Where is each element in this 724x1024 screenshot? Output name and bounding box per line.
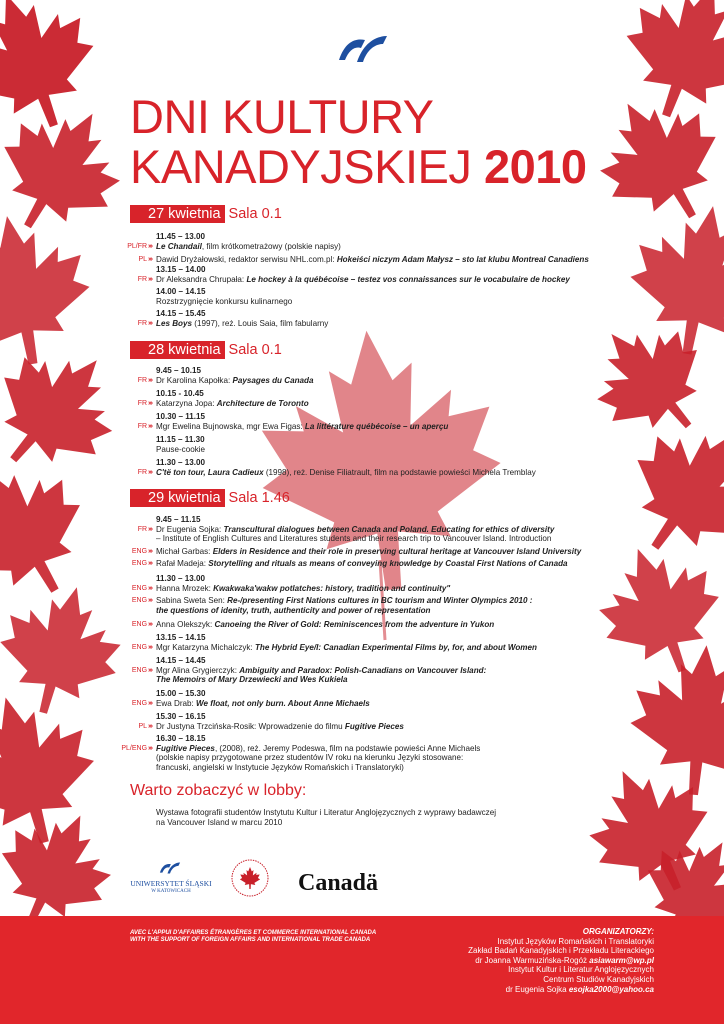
event-line (131, 665, 626, 676)
event-title: Kwakwaka'wakw potlatches: history, tradition and continuity" (213, 583, 451, 593)
event-language: FR ››› (138, 399, 152, 409)
event-time: 11.30 – 13.00 (156, 458, 206, 467)
day-date: 27 kwietnia (130, 205, 225, 223)
page-title (130, 92, 587, 192)
organizer-contact (468, 985, 654, 995)
uni-name-line1: UNIWERSYTET ŚLĄSKI (130, 879, 212, 888)
event-item (137, 412, 626, 431)
footer-support-en: WITH THE SUPPORT OF FOREIGN AFFAIRS AND INTERNATIONAL TRADE CANADA (130, 937, 371, 943)
contact-email[interactable]: esojka2000@yahoo.ca (568, 984, 654, 994)
event-language: PL ››› (138, 255, 152, 265)
event-speaker: Mgr Ewelina Bujnowska, mgr Ewa Figas: (156, 421, 305, 431)
event-item (127, 232, 626, 251)
event-time: 11.30 – 13.00 (156, 574, 206, 583)
event-time: 9.45 – 11.15 (156, 515, 201, 524)
event-item (131, 596, 626, 615)
title-line-2-text: KANADYJSKIEJ (130, 140, 472, 193)
event-item (121, 734, 626, 772)
lobby-line-2: na Vancouver Island w marcu 2010 (156, 818, 283, 827)
event-extra: – Institute of English Cultures and Literatures students and their research trip to Vancouver Island. Introduction (156, 534, 552, 544)
title-line-1: DNI KULTURY (130, 90, 434, 143)
day-room: Sala 0.1 (228, 342, 282, 358)
contact-name: dr Joanna Warmuzińska-Rogóż (475, 955, 590, 965)
event-language: FR ››› (138, 468, 152, 478)
event-time: 11.45 – 13.00 (156, 232, 206, 241)
event-item (138, 712, 626, 731)
organizer-line: Centrum Studiów Kanadyjskich (543, 974, 654, 984)
event-language: FR ››› (138, 376, 152, 386)
event-speaker: Katarzyna Jopa: (156, 398, 217, 408)
footer-support-text (130, 930, 376, 944)
event-time: 15.30 – 16.15 (156, 712, 206, 721)
canadian-studies-seal-icon (230, 858, 270, 898)
event-title: Hokeiści niczym Adam Małysz – sto lat klubu Montreal Canadiens (336, 255, 589, 264)
event-time: 14.00 – 14.15 (156, 287, 206, 296)
event-speaker: Rafał Madeja: (156, 559, 209, 568)
event-item (131, 689, 626, 708)
event-title: Transcultural dialogues between Canada and Poland. Educating for ethics of diversity (223, 524, 555, 534)
title-year: 2010 (483, 140, 587, 193)
event-language: ENG ››› (132, 699, 152, 709)
event-item (137, 309, 626, 328)
organizer-contact (468, 956, 654, 966)
lobby-heading: Warto zobaczyć w lobby: (130, 782, 307, 799)
event-line (137, 318, 626, 329)
event-item (137, 265, 626, 284)
event-line (156, 297, 626, 307)
event-item (138, 255, 626, 265)
event-speaker: Dawid Dryżałowski, redaktor serwisu NHL.com.pl: (156, 255, 337, 264)
event-language: FR ››› (138, 275, 152, 285)
event-speaker: Mgr Katarzyna Michalczyk: (156, 642, 255, 652)
event-title: Storytelling and rituals as means of conveying knowledge by Coastal First Nations of Canada (208, 559, 568, 568)
event-line (137, 421, 626, 432)
event-title: La littérature québécoise – un aperçu (304, 421, 449, 431)
event-title: Paysages du Canada (232, 375, 314, 385)
event-time: 9.45 – 10.15 (156, 366, 202, 375)
event-title: Les Boys (156, 318, 192, 328)
event-language: ENG ››› (132, 643, 152, 653)
event-language: FR ››› (138, 525, 152, 535)
event-title: Le hockey à la québécoise – testez vos connaissances sur le vocabulaire de hockey (246, 274, 570, 284)
event-time: 13.15 – 14.15 (156, 633, 206, 642)
event-item (131, 559, 626, 569)
event-language: ENG ››› (132, 584, 152, 594)
event-item (131, 633, 626, 652)
event-speaker: Dr Justyna Trzcińska-Rosik: Wprowadzenie do filmu (156, 721, 345, 731)
event-item (131, 547, 626, 557)
event-speaker: Michał Garbas: (156, 547, 213, 556)
day-header-1 (130, 205, 282, 223)
event-speaker: Ewa Drab: (156, 698, 197, 708)
event-line (121, 743, 626, 754)
event-speaker: Mgr Alina Grygierczyk: (156, 665, 240, 675)
event-speaker: Dr Aleksandra Chrupała: (156, 274, 247, 284)
footer (0, 916, 724, 1024)
day-date: 28 kwietnia (130, 341, 225, 359)
event-line (137, 467, 626, 478)
event-title: Canoeing the River of Gold: Reminiscences from the adventure in Yukon (214, 620, 495, 629)
event-time: 15.00 – 15.30 (156, 689, 206, 698)
day-date: 29 kwietnia (130, 489, 225, 507)
uni-name-line2: W KATOWICACH (151, 889, 191, 894)
event-title: Fugitive Pieces (344, 721, 404, 731)
event-title: C'të ton tour, Laura Cadieux (156, 467, 264, 477)
footer-organizers (468, 927, 654, 994)
event-detail: (1997), reż. Louis Saia, film fabularny (192, 318, 329, 328)
event-language: FR ››› (138, 319, 152, 329)
contact-email[interactable]: asiawarm@wp.pl (589, 955, 654, 965)
event-title: Elders in Residence and their role in preserving cultural heritage at Vancouver Island University (212, 547, 582, 556)
organizer-line: Zakład Badań Kanadyjskich i Przekładu Literackiego (468, 946, 654, 956)
event-title: Architecture de Toronto (216, 398, 309, 408)
title-line-2 (130, 142, 587, 192)
event-item (131, 574, 626, 593)
event-language: PL ››› (138, 722, 152, 732)
event-item (156, 287, 626, 306)
event-line (131, 620, 626, 630)
event-detail: , film krótkometrażowy (polskie napisy) (201, 241, 341, 251)
event-language: ENG ››› (132, 559, 152, 569)
sponsor-logos (120, 856, 520, 906)
event-detail: (1998), reż. Denise Filiatrault, film na podstawie powieści Michela Tremblay (263, 467, 536, 477)
university-logo-icon (335, 30, 391, 68)
event-title: Fugitive Pieces (156, 743, 215, 753)
event-speaker: Hanna Mrozek: (156, 583, 214, 593)
event-language: FR ››› (138, 422, 152, 432)
event-line (156, 445, 626, 455)
event-time: 13.15 – 14.00 (156, 265, 206, 274)
day-room: Sala 0.1 (228, 206, 282, 222)
event-item (137, 515, 626, 544)
contact-name: dr Eugenia Sojka (505, 984, 569, 994)
event-line (138, 721, 626, 732)
event-language: PL/FR ››› (127, 242, 152, 252)
organizer-line: Instytut Języków Romańskich i Translatoryki (497, 936, 654, 946)
event-language: ENG ››› (132, 596, 152, 606)
lobby-text (156, 808, 576, 828)
uni-logo-small-icon (158, 860, 182, 876)
canada-wordmark: Canadä (298, 870, 379, 896)
event-speaker: Dr Karolina Kapołka: (156, 375, 233, 385)
event-line (137, 274, 626, 285)
day-header-2 (130, 341, 282, 359)
uni-name (128, 880, 214, 896)
lobby-line-1: Wystawa fotografii studentów Instytutu Kultur i Literatur Anglojęzycznych z wyprawy badawczej (156, 808, 497, 817)
day-header-3 (130, 489, 290, 507)
event-item (131, 620, 626, 630)
event-line (131, 559, 626, 569)
event-time: 16.30 – 18.15 (156, 734, 206, 743)
event-language: ENG ››› (132, 547, 152, 557)
event-item (137, 458, 626, 477)
organizers-label: ORGANIZATORZY: (582, 927, 654, 936)
event-title: The Hybrid Eye/I: Canadian Experimental Films by, for, and about Women (254, 642, 537, 652)
event-line (137, 524, 626, 535)
event-speaker: Rozstrzygnięcie konkursu kulinarnego (156, 296, 293, 306)
organizer-line: Instytut Kultur i Literatur Anglojęzycznych (508, 965, 654, 975)
event-line (137, 398, 626, 409)
event-title-cont: the questions of idenity, truth, authenticity and power of representation (156, 605, 431, 615)
event-item (131, 656, 626, 685)
event-item (137, 366, 626, 385)
event-line (131, 583, 626, 594)
event-speaker: Sabina Sweta Sen: (156, 596, 228, 605)
event-speaker: Dr Eugenia Sojka: (156, 524, 224, 534)
event-title-cont: The Memoirs of Mary Drzewiecki and Wes Kukiela (156, 675, 348, 685)
event-title: Le Chandail (156, 241, 202, 251)
event-item (137, 389, 626, 408)
event-extra: francuski, angielski w Instytucie Języków Romańskich i Translatoryki) (156, 762, 404, 772)
event-line (131, 642, 626, 653)
event-time: 14.15 – 15.45 (156, 309, 206, 318)
event-speaker: Pause-cookie (156, 444, 206, 454)
event-line (127, 241, 626, 252)
event-line (137, 375, 626, 386)
event-line (138, 255, 626, 265)
event-title: We float, not only burn. About Anne Michaels (196, 698, 370, 708)
event-line (131, 596, 626, 606)
event-line (131, 698, 626, 709)
event-item (156, 435, 626, 454)
event-time: 14.15 – 14.45 (156, 656, 206, 665)
event-title: Re-/presenting First Nations cultures in BC tourism and Winter Olympics 2010 : (227, 596, 533, 605)
event-language: ENG ››› (132, 620, 152, 630)
event-time: 10.15 - 10.45 (156, 389, 204, 398)
event-title: Ambiguity and Paradox: Polish-Canadians on Vancouver Island: (239, 665, 487, 675)
event-time: 11.15 – 11.30 (156, 435, 205, 444)
event-language: ENG ››› (132, 666, 152, 676)
event-time: 10.30 – 11.15 (156, 412, 206, 421)
event-extra: (polskie napisy przygotowane przez studentów IV roku na kierunku Języki stosowane: (156, 753, 464, 763)
day-room: Sala 1.46 (228, 490, 290, 506)
event-line (131, 547, 626, 557)
event-detail: , (2008), reż. Jeremy Podeswa, film na podstawie powieści Anne Michaels (214, 743, 481, 753)
footer-support-fr: AVEC L'APPUI D'AFFAIRES ÉTRANGÈRES ET COMMERCE INTERNATIONAL CANADA (130, 930, 377, 936)
event-language: PL/ENG ››› (121, 744, 152, 754)
event-speaker: Anna Olekszyk: (156, 620, 215, 629)
